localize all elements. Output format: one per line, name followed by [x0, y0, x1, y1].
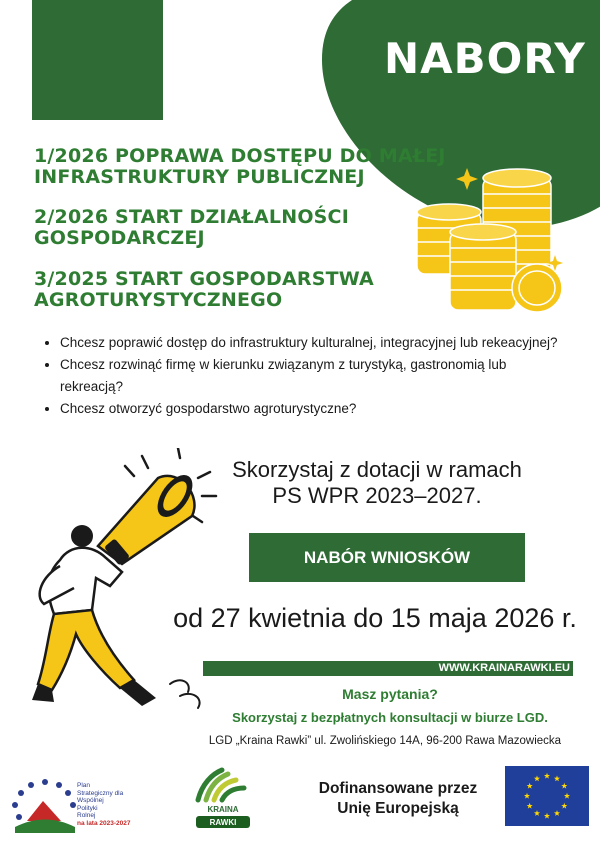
list-item: • Chcesz rozwinąć firmę w kierunku związanym z turystyką, gastronomią lub rekreacją?	[60, 354, 570, 398]
coin-stack-icon	[405, 160, 570, 320]
call-heading-1: 1/2026 POPRAWA DOSTĘPU DO MAŁEJ INFRASTRUKTURY PUBLICZNEJ	[34, 145, 446, 188]
cofinanced-text: Dofinansowane przez Unię Europejską	[318, 780, 478, 817]
eu-flag-icon	[505, 766, 589, 826]
website-link[interactable]: WWW.KRAINARAWKI.EU	[438, 662, 570, 674]
call-dates: od 27 kwietnia do 15 maja 2026 r.	[173, 603, 577, 633]
list-item: • Chcesz poprawić dostęp do infrastruktury kulturalnej, integracyjnej lub rekeacyjnej?	[60, 332, 570, 354]
consultation-text: Skorzystaj z bezpłatnych konsultacji w biurze LGD.	[232, 710, 548, 725]
subsidy-text: Skorzystaj z dotacji w ramach PS WPR 2023–2027.	[232, 457, 522, 508]
questions-heading: Masz pytania?	[342, 686, 438, 702]
decorative-green-rectangle	[32, 0, 163, 120]
kr-logo-line1: KRAINA	[207, 805, 239, 814]
call-heading-2: 2/2026 START DZIAŁALNOŚCI GOSPODARCZEJ	[34, 206, 349, 249]
megaphone-man-icon	[30, 448, 220, 716]
question-list	[38, 332, 570, 420]
psp-wpr-logo-text: Plan Strategiczny dla Wspólnej Polityki Rolnej na lata 2023-2027	[77, 782, 131, 827]
office-address: LGD „Kraina Rawki” ul. Zwolińskiego 14A, 96-200 Rawa Mazowiecka	[208, 735, 562, 747]
page-title: NABORY	[384, 34, 586, 83]
call-heading-3: 3/2025 START GOSPODARSTWA AGROTURYSTYCZNEGO	[34, 268, 374, 311]
application-call-button[interactable]: NABÓR WNIOSKÓW	[249, 533, 525, 582]
list-item: • Chcesz otworzyć gospodarstwo agroturystyczne?	[60, 398, 570, 420]
kraina-rawki-logo	[188, 766, 258, 838]
kr-logo-line2: RAWKI	[209, 818, 237, 827]
